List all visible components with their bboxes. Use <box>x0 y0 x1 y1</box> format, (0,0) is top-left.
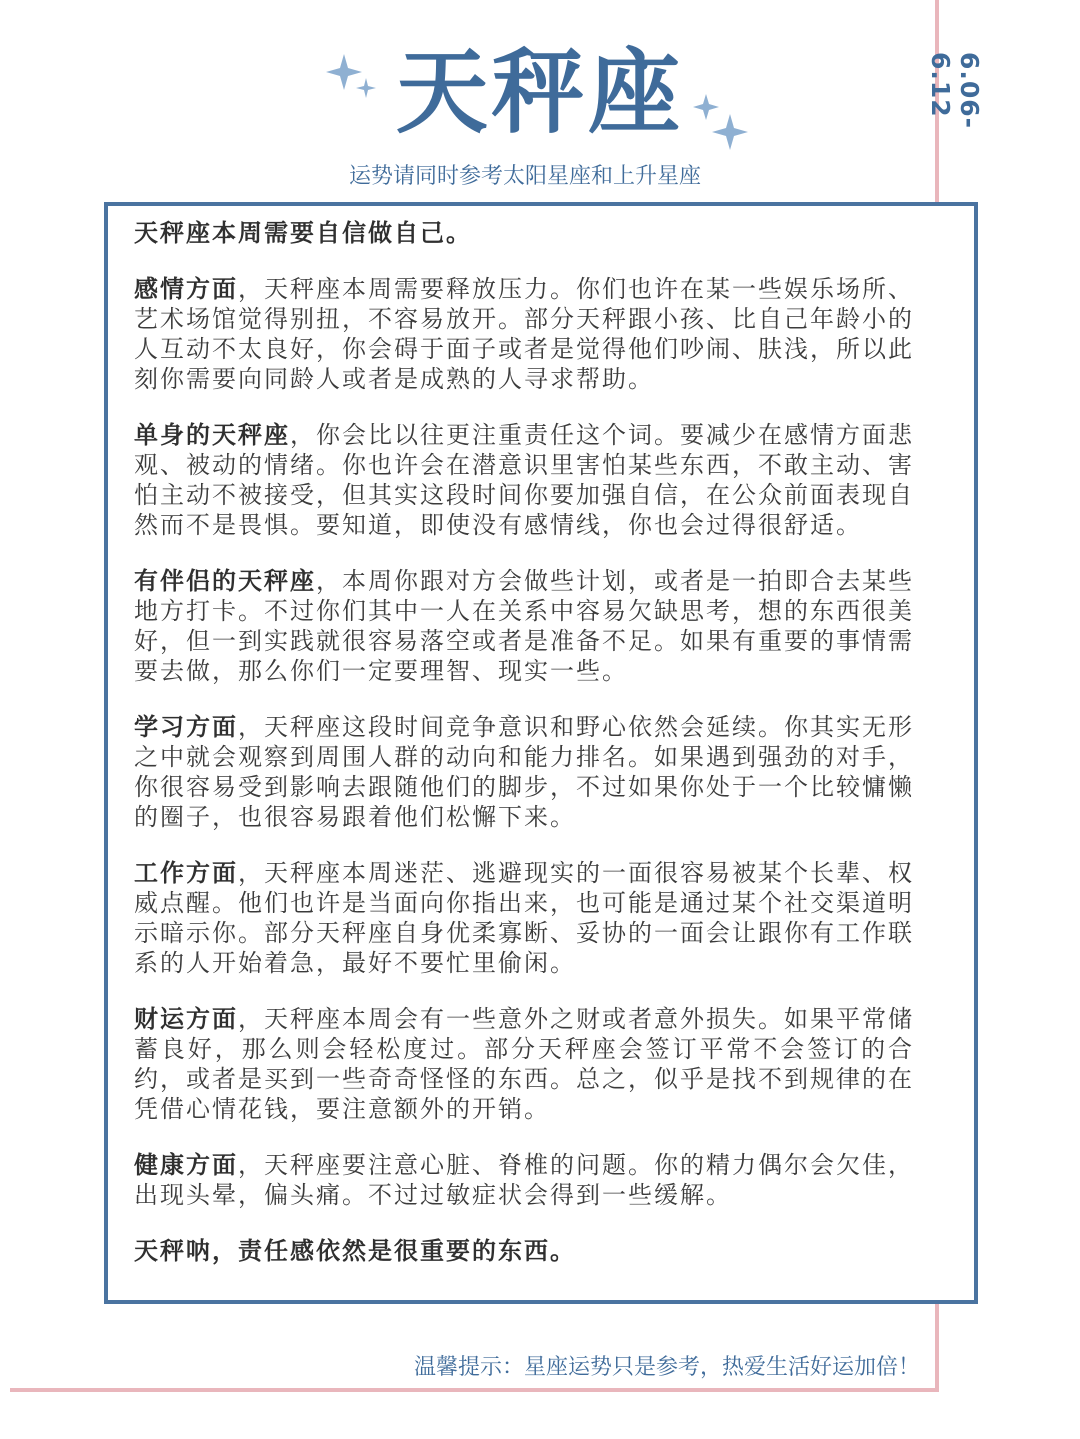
headline: 天秤座本周需要自信做自己。 <box>134 219 472 247</box>
section-health <box>134 1150 914 1210</box>
subtitle: 运势请同时参考太阳星座和上升星座 <box>348 164 701 189</box>
section-text: ，天秤座本周需要释放压力。你们也许在某一些娱乐场所、艺术场馆觉得别扭，不容易放开。部分天秤跟小孩、比自己年龄小的人互动不太良好，你会碍于面子或者是觉得他们吵闹、肤浅，所以此刻你需要向同龄人或者是成熟的人寻求帮助。 <box>134 275 914 393</box>
pink-horizontal-rule <box>10 1388 939 1392</box>
section-lead: 财运方面 <box>134 1005 238 1033</box>
section-lead: 感情方面 <box>134 275 238 303</box>
date-range: 6.06-6.12 <box>926 52 984 130</box>
section-text: ，天秤座这段时间竞争意识和野心依然会延续。你其实无形之中就会观察到周围人群的动向和能力排名。如果遇到强劲的对手，你很容易受到影响去跟随他们的脚步，不过如果你处于一个比较慵懒的圈子，也很容易跟着他们松懈下来。 <box>134 713 914 831</box>
section-work <box>134 858 914 978</box>
section-text: ，天秤座要注意心脏、脊椎的问题。你的精力偶尔会欠佳，出现头晕，偏头痛。不过过敏症状会得到一些缓解。 <box>134 1151 914 1209</box>
section-lead: 单身的天秤座 <box>134 421 290 449</box>
section-partnered <box>134 566 914 686</box>
section-lead: 工作方面 <box>134 859 238 887</box>
section-finance <box>134 1004 914 1124</box>
section-single <box>134 420 914 540</box>
section-love <box>134 274 914 394</box>
section-text: ，天秤座本周迷茫、逃避现实的一面很容易被某个长辈、权威点醒。他们也许是当面向你指出来，也可能是通过某个社交渠道明示暗示你。部分天秤座自身优柔寡断、妥协的一面会让跟你有工作联系的人开始着急，最好不要忙里偷闲。 <box>134 859 914 977</box>
footer-tip: 温馨提示：星座运势只是参考，热爱生活好运加倍！ <box>413 1355 920 1380</box>
section-text: ，本周你跟对方会做些计划，或者是一拍即合去某些地方打卡。不过你们其中一人在关系中容易欠缺思考，想的东西很美好，但一到实践就很容易落空或者是准备不足。如果有重要的事情需要去做，那么你们一定要理智、现实一些。 <box>134 567 914 685</box>
sparkle-icon <box>690 92 750 152</box>
closing-line: 天秤呐，责任感依然是很重要的东西。 <box>134 1237 576 1265</box>
section-lead: 学习方面 <box>134 713 238 741</box>
section-study <box>134 712 914 832</box>
horoscope-content <box>134 218 914 1292</box>
section-lead: 健康方面 <box>134 1151 238 1179</box>
section-lead: 有伴侣的天秤座 <box>134 567 316 595</box>
page-title: 天秤座 <box>395 39 684 146</box>
section-text: ，天秤座本周会有一些意外之财或者意外损失。如果平常储蓄良好，那么则会轻松度过。部分天秤座会签订平常不会签订的合约，或者是买到一些奇奇怪怪的东西。总之，似乎是找不到规律的在凭借心情花钱，要注意额外的开销。 <box>134 1005 914 1123</box>
section-text: ，你会比以往更注重责任这个词。要减少在感情方面悲观、被动的情绪。你也许会在潜意识里害怕某些东西，不敢主动、害怕主动不被接受，但其实这段时间你要加强自信，在公众前面表现自然而不是畏惧。要知道，即使没有感情线，你也会过得很舒适。 <box>134 421 914 539</box>
